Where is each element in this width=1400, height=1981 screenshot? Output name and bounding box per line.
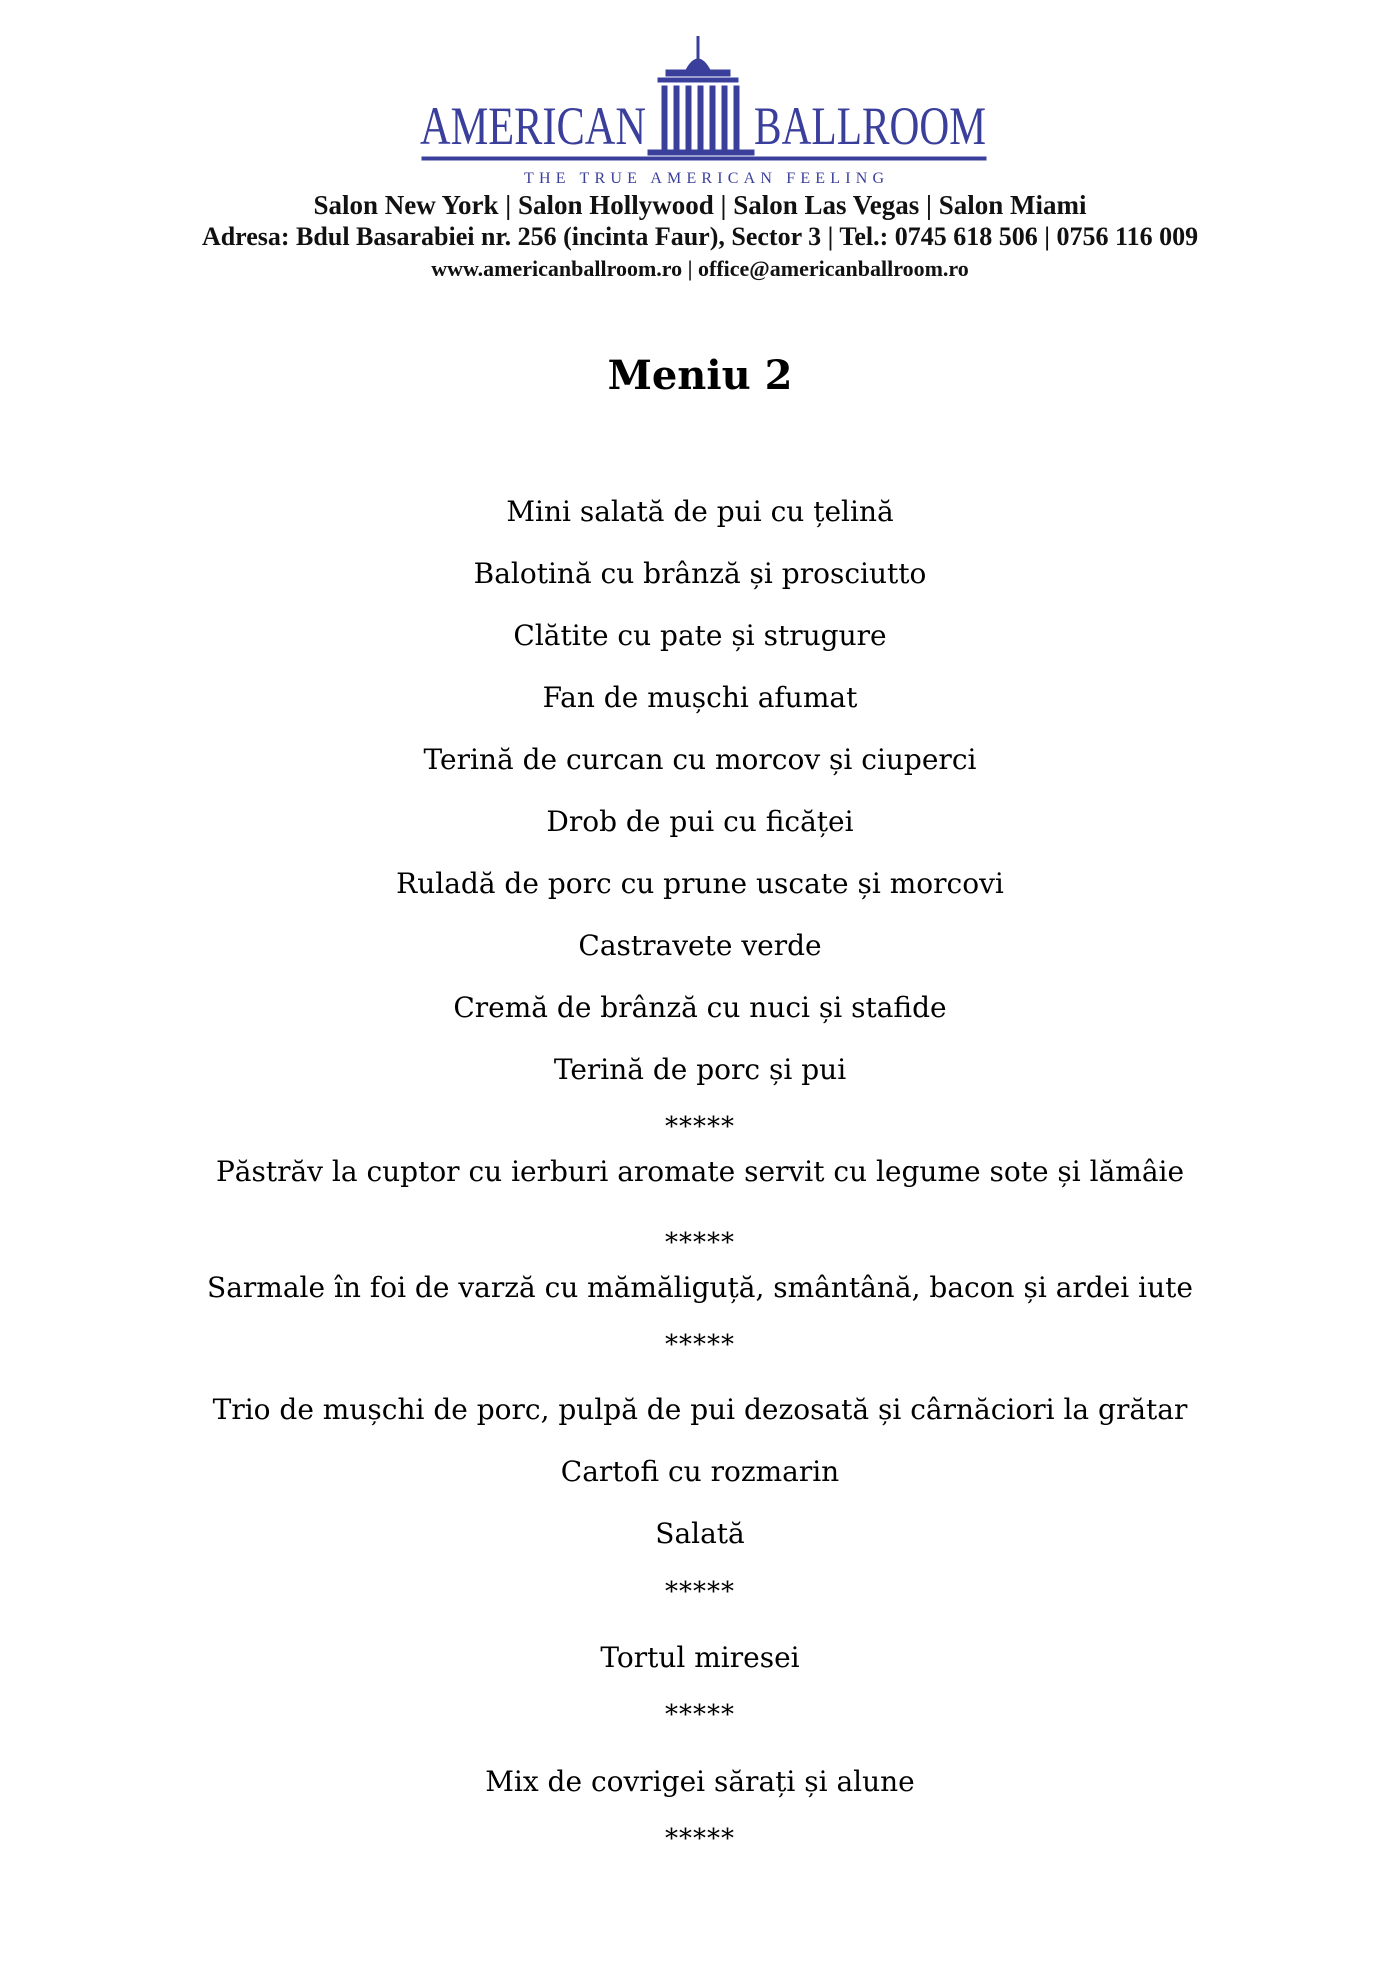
menu-item: Fan de mușchi afumat <box>542 681 858 714</box>
menu-item: Terină de porc și pui <box>553 1053 847 1086</box>
menu-item: Terină de curcan cu morcov și ciuperci <box>423 743 977 776</box>
logo-tagline: THE TRUE AMERICAN FEELING <box>524 170 884 187</box>
menu-title: Meniu 2 <box>607 352 793 399</box>
menu-item: Cartofi cu rozmarin <box>560 1455 840 1488</box>
menu-item: Cremă de brânză cu nuci și stafide <box>453 991 947 1024</box>
course-separator: ***** <box>665 1824 735 1854</box>
american-ballroom-logo <box>418 30 990 190</box>
course-separator: ***** <box>665 1112 735 1142</box>
menu-item: Tortul miresei <box>600 1641 800 1674</box>
menu-item: Păstrăv la cuptor cu ierburi aromate servit cu legume sote și lămâie <box>215 1155 1185 1188</box>
menu-item: Balotină cu brânză și prosciutto <box>473 557 927 590</box>
menu-item: Salată <box>655 1517 745 1550</box>
menu-item: Mix de covrigei sărați și alune <box>485 1765 915 1798</box>
menu-item: Sarmale în foi de varză cu mămăliguță, smântână, bacon și ardei iute <box>207 1271 1193 1304</box>
course-separator: ***** <box>665 1228 735 1258</box>
web-contact-line: www.americanballroom.ro | office@americanballroom.ro <box>431 256 969 281</box>
menu-item: Drob de pui cu ficăței <box>546 805 854 838</box>
course-separator: ***** <box>665 1700 735 1730</box>
menu-item: Ruladă de porc cu prune uscate și morcovi <box>396 867 1004 900</box>
logo-word-ballroom: BALLROOM <box>754 96 986 156</box>
menu-item: Clătite cu pate și strugure <box>513 619 887 652</box>
menu-item: Trio de mușchi de porc, pulpă de pui dezosată și cârnăciori la grătar <box>212 1393 1188 1426</box>
menu-item: Mini salată de pui cu țelină <box>506 495 894 528</box>
course-separator: ***** <box>665 1577 735 1607</box>
address-line: Adresa: Bdul Basarabiei nr. 256 (incinta Faur), Sector 3 | Tel.: 0745 618 506 | 0756 116 009 <box>201 222 1199 251</box>
logo-word-american: AMERICAN <box>420 96 646 156</box>
menu-item: Castravete verde <box>578 929 822 962</box>
salons-line: Salon New York | Salon Hollywood | Salon Las Vegas | Salon Miami <box>313 190 1087 220</box>
course-separator: ***** <box>665 1330 735 1360</box>
